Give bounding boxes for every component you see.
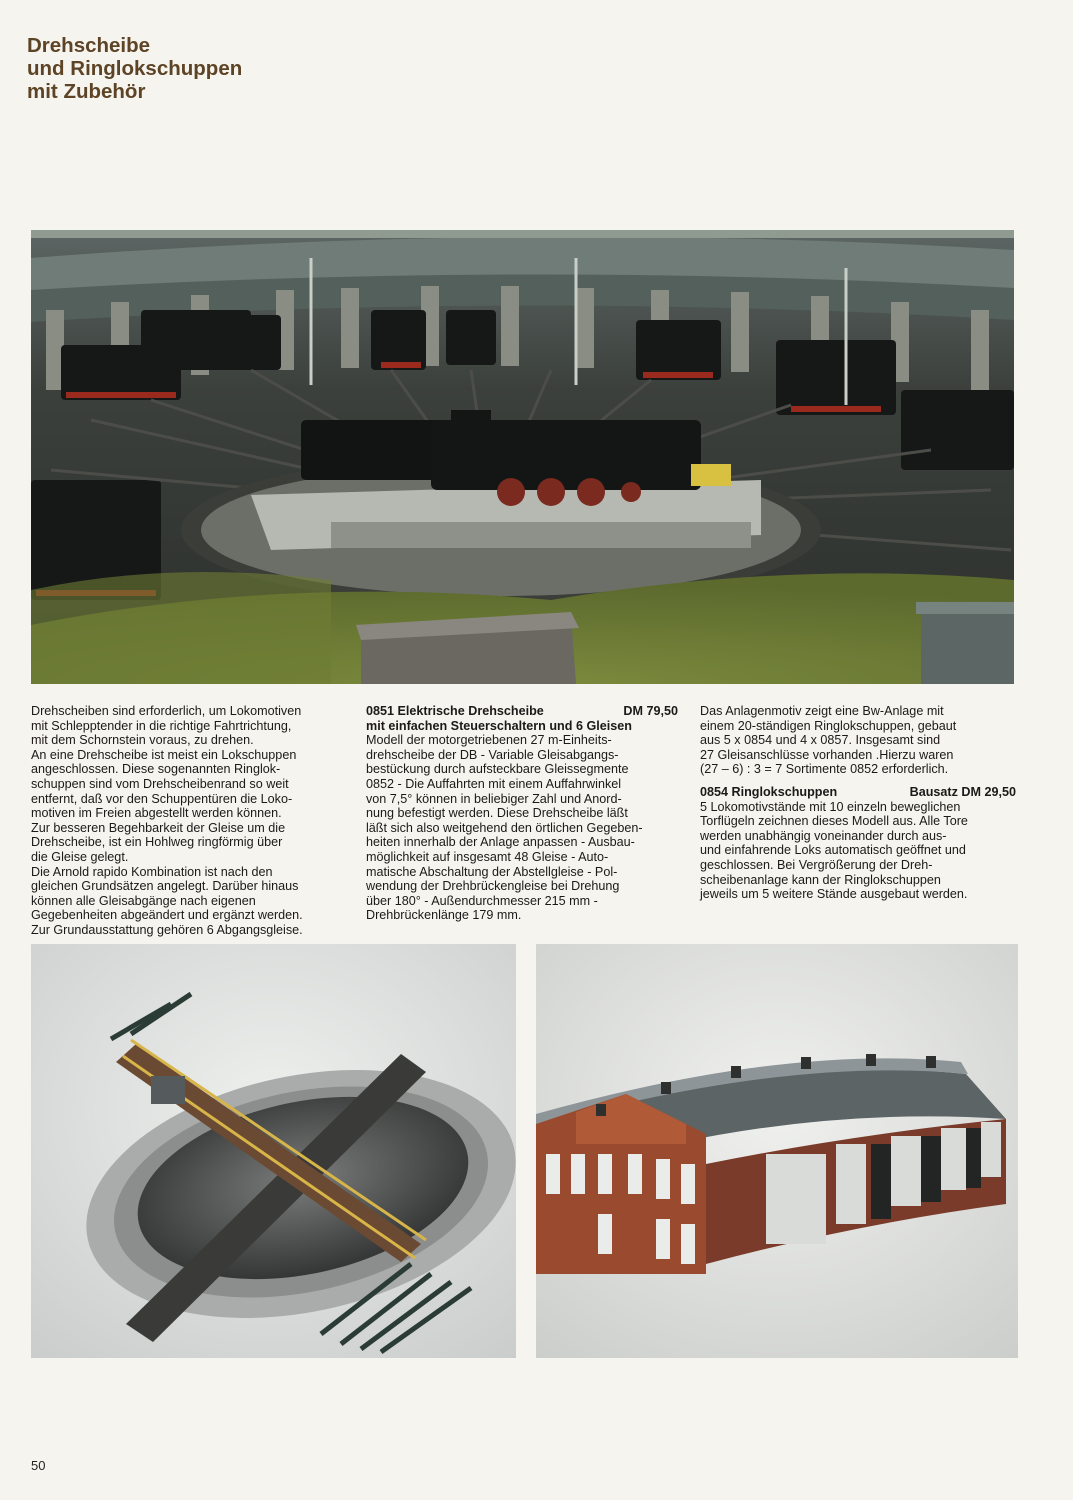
product-0854-name: 0854 Ringlokschuppen [700,784,838,799]
product-0851-line: von 7,5° können in beliebiger Zahl und Anord- [366,791,622,806]
roundhouse-model-photo [536,944,1018,1358]
layout-line: (27 – 6) : 3 = 7 Sortimente 0852 erforderlich. [700,762,949,777]
product-0851-name: 0851 Elektrische Drehscheibe [366,704,544,718]
product-0851-line: über 180° - Außendurchmesser 215 mm - [366,893,598,908]
page-title [27,34,242,103]
product-0851-line: drehscheibe der DB - Variable Gleisabgangs- [366,747,619,762]
intro-line: Zur Grundausstattung gehören 6 Abgangsgleise. [31,922,303,937]
product-0854-line: scheibenanlage kann der Ringlokschuppen [700,872,941,887]
product-0851-line: Drehbrückenlänge 179 mm. [366,908,522,923]
product-0854-line: geschlossen. Bei Vergrößerung der Dreh- [700,857,933,872]
intro-line: schuppen sind vom Drehscheibenrand so weit [31,776,289,791]
intro-line: mit dem Schornstein voraus, zu drehen. [31,733,254,748]
product-0851-line: nung befestigt werden. Diese Drehscheibe läßt [366,806,628,821]
product-0851-line: Modell der motorgetriebenen 27 m-Einheits- [366,733,612,748]
product-0851-line: läßt sich also weitgehend den örtlichen Gegeben- [366,820,643,835]
product-0851-line: 0852 - Die Auffahrten mit einem Auffahrwinkel [366,776,622,791]
intro-line: Die Arnold rapido Kombination ist nach den [31,864,273,879]
intro-line: mit Schlepptender in die richtige Fahrtrichtung, [31,718,292,733]
product-0851-line: wendung der Drehbrückengleise bei Drehung [366,879,620,894]
intro-line: können alle Gleisabgänge nach eigenen [31,893,256,908]
intro-line: An eine Drehscheibe ist meist ein Lokschuppen [31,747,297,762]
product-0851-subheading: mit einfachen Steuerschaltern und 6 Gleisen [366,718,632,733]
title-line-1: Drehscheibe [27,34,151,57]
turntable-model-photo [31,944,516,1358]
intro-line: entfernt, daß vor den Schuppentüren die Loko- [31,791,293,806]
layout-line: 27 Gleisanschlüsse vorhanden .Hierzu waren [700,747,954,762]
layout-and-product-0854-column [700,704,1016,902]
product-0854-line: und einfahrende Loks automatisch geöffnet und [700,843,966,858]
intro-line: Zur besseren Begehbarkeit der Gleise um die [31,820,286,835]
product-0854-heading [700,785,1016,800]
product-0851-heading [366,704,678,719]
intro-line: Drehscheibe, ist ein Hohlweg ringförmig über [31,835,283,850]
page-number: 50 [31,1458,46,1473]
product-0854-price: Bausatz DM 29,50 [909,784,1016,799]
intro-line: Drehscheiben sind erforderlich, um Lokomotiven [31,704,302,718]
product-0851-line: möglichkeit auf insgesamt 48 Gleise - Auto- [366,849,609,864]
intro-line: gleichen Grundsätzen angelegt. Darüber hinaus [31,879,299,894]
intro-line: motiven im Freien abgestellt werden können. [31,806,282,821]
layout-line: Das Anlagenmotiv zeigt eine Bw-Anlage mit [700,704,944,718]
intro-text-column [31,704,343,938]
product-0851-price: DM 79,50 [623,704,678,718]
intro-line: Gegebenheiten abgeändert und ergänzt werden. [31,908,303,923]
product-0851-line: matische Abschaltung der Abstellgleise - Pol- [366,864,618,879]
layout-line: aus 5 x 0854 und 4 x 0857. Insgesamt sind [700,733,941,748]
layout-line: einem 20-ständigen Ringlokschuppen, gebaut [700,718,957,733]
product-0854-line: werden unabhängig voneinander durch aus- [700,828,947,843]
product-0854-line: jeweils um 5 weitere Stände ausgebaut werden. [700,887,968,902]
roundhouse-layout-photo [31,230,1014,684]
product-0851-column [366,704,678,923]
product-0854-line: 5 Lokomotivstände mit 10 einzeln beweglichen [700,799,961,814]
product-0851-line: heiten innerhalb der Anlage anpassen - Ausbau- [366,835,635,850]
product-0854-line: Torflügeln zeichnen dieses Modell aus. Alle Tore [700,814,968,829]
intro-line: die Gleise gelegt. [31,849,129,864]
title-line-2: und Ringlokschuppen [27,57,243,80]
intro-line: angeschlossen. Diese sogenannten Ringlok- [31,762,281,777]
title-line-3: mit Zubehör [27,80,146,103]
product-0851-line: bestückung durch aufsteckbare Gleissegmente [366,762,629,777]
